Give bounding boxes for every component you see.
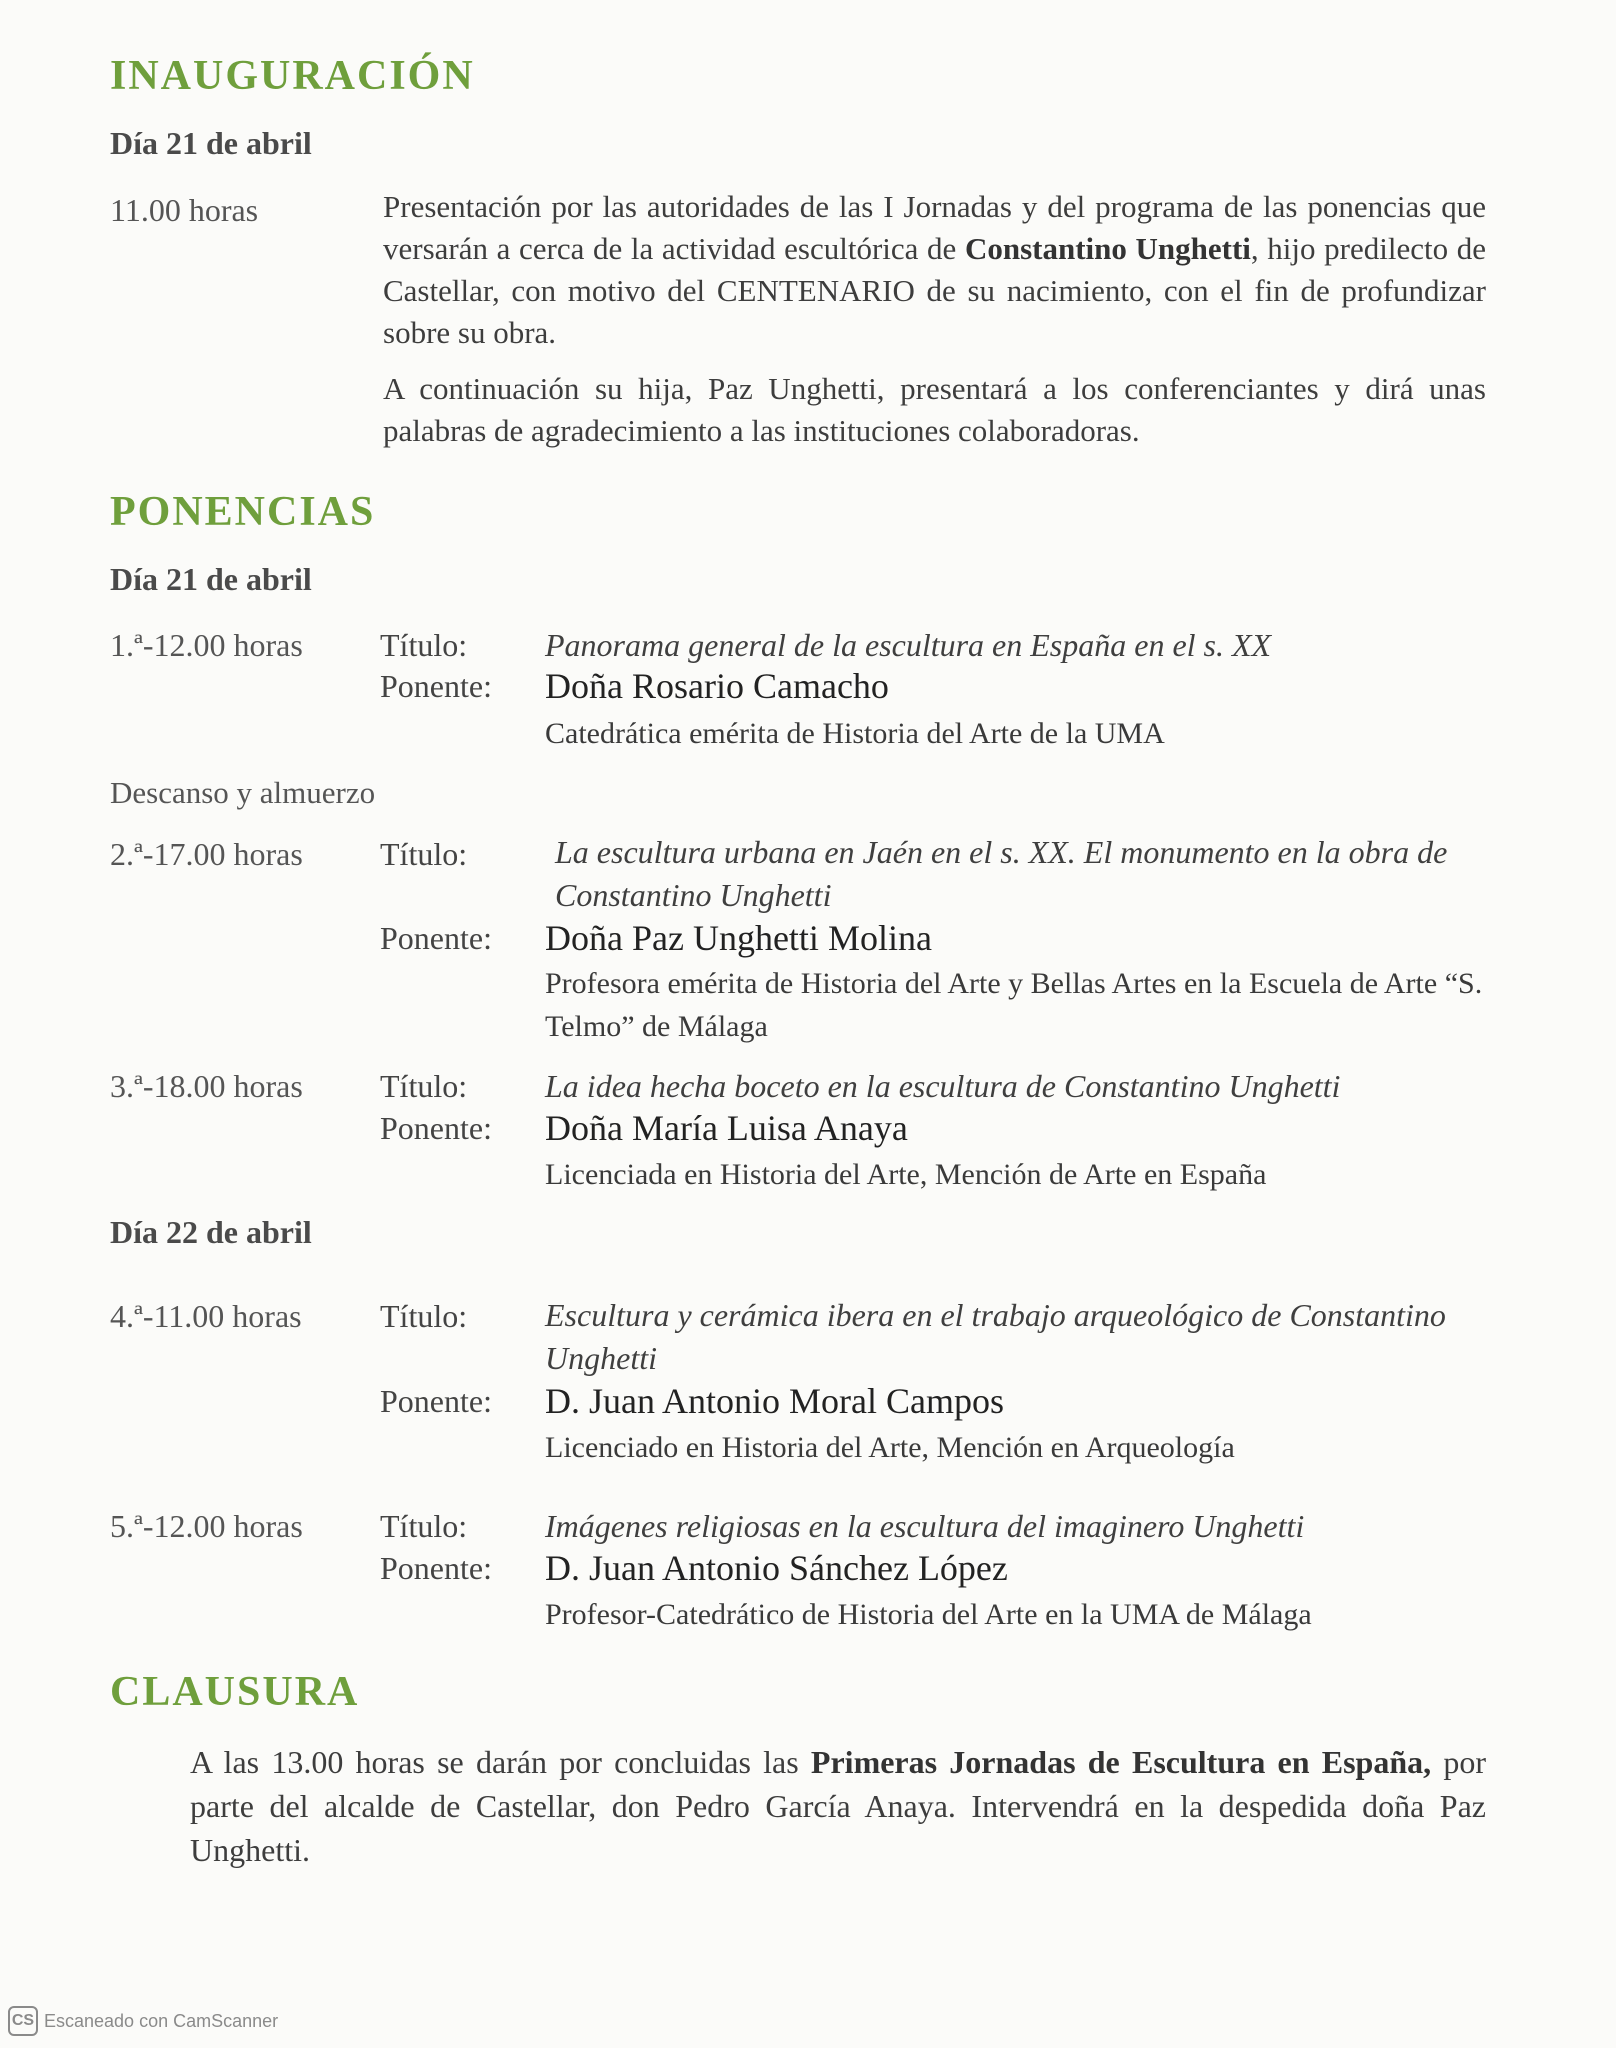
inauguracion-paragraph-2: A continuación su hija, Paz Unghetti, presentará a los conferenciantes y dirá unas palabras de agradecimiento a las instituciones colaboradoras. bbox=[383, 371, 1486, 448]
section-title-ponencias: PONENCIAS bbox=[110, 489, 376, 535]
talk-3-speaker: Doña María Luisa Anaya bbox=[545, 1108, 908, 1148]
inauguracion-time: 11.00 horas bbox=[110, 192, 259, 228]
talk-4-affiliation: Licenciado en Historia del Arte, Mención en Arqueología bbox=[545, 1431, 1235, 1464]
talk-3-speaker-label: Ponente: bbox=[380, 1110, 492, 1146]
talk-4-time: 4.ª-11.00 horas bbox=[110, 1298, 302, 1334]
clausura-text-cont: por parte del alcalde de Castellar, don Pedro García Anaya. Intervendrá en la despedida doña Paz Unghetti. bbox=[190, 1744, 1487, 1868]
talk-1-time: 1.ª-12.00 horas bbox=[110, 627, 303, 663]
talk-4-title: Escultura y cerámica ibera en el trabajo arqueológico de Constantino Unghetti bbox=[545, 1297, 1446, 1376]
talk-5-speaker-label: Ponente: bbox=[380, 1550, 492, 1586]
clausura-text-bold: Primeras Jornadas de Escultura en España, bbox=[810, 1744, 1432, 1780]
talk-3-title-label: Título: bbox=[380, 1068, 468, 1104]
section-title-clausura: CLAUSURA bbox=[110, 1669, 360, 1715]
talk-3-title: La idea hecha boceto en la escultura de Constantino Unghetti bbox=[545, 1068, 1341, 1104]
talk-1-speaker: Doña Rosario Camacho bbox=[545, 666, 889, 706]
talk-1-title-label: Título: bbox=[380, 627, 468, 663]
talk-1-title: Panorama general de la escultura en España en el s. XX bbox=[545, 627, 1272, 663]
talk-5-title: Imágenes religiosas en la escultura del imaginero Unghetti bbox=[545, 1508, 1305, 1544]
talk-4-speaker-label: Ponente: bbox=[380, 1383, 492, 1419]
talk-5-speaker: D. Juan Antonio Sánchez López bbox=[545, 1548, 1008, 1588]
talk-2-time: 2.ª-17.00 horas bbox=[110, 836, 303, 872]
talk-2-title: La escultura urbana en Jaén en el s. XX. El monumento en la obra de Constantino Unghetti bbox=[555, 834, 1448, 913]
camscanner-logo-icon: CS bbox=[8, 2006, 38, 2036]
talk-5-time: 5.ª-12.00 horas bbox=[110, 1508, 303, 1544]
ponencias-day-2: Día 22 de abril bbox=[110, 1214, 312, 1250]
ponencias-day-1: Día 21 de abril bbox=[110, 561, 312, 597]
camscanner-watermark bbox=[8, 2006, 278, 2036]
camscanner-text: Escaneado con CamScanner bbox=[44, 2010, 279, 2031]
clausura-text: A las 13.00 horas se darán por concluidas las bbox=[190, 1744, 811, 1780]
talk-1-affiliation: Catedrática emérita de Historia del Arte de la UMA bbox=[545, 717, 1165, 750]
inauguracion-text: Presentación por las autoridades de las I Jornadas y del programa de las ponencias que versarán a cerca de la actividad escultórica de bbox=[383, 189, 1486, 266]
talk-4-speaker: D. Juan Antonio Moral Campos bbox=[545, 1381, 1004, 1421]
inauguracion-text-cont: , hijo predilecto de Castellar, con motivo del CENTENARIO de su nacimiento, con el fin de profundizar sobre su obra. bbox=[383, 231, 1486, 350]
talk-1-speaker-label: Ponente: bbox=[380, 668, 492, 704]
clausura-paragraph bbox=[190, 1740, 1486, 1872]
inauguracion-paragraph-1 bbox=[383, 186, 1486, 354]
talk-3-affiliation: Licenciada en Historia del Arte, Mención de Arte en España bbox=[545, 1158, 1267, 1191]
inauguracion-day: Día 21 de abril bbox=[110, 125, 312, 161]
talk-4-title-label: Título: bbox=[380, 1298, 468, 1334]
talk-5-title-label: Título: bbox=[380, 1508, 468, 1544]
talk-5-affiliation: Profesor-Catedrático de Historia del Arte en la UMA de Málaga bbox=[545, 1598, 1312, 1631]
talk-2-speaker-label: Ponente: bbox=[380, 920, 492, 956]
section-title-inauguracion: INAUGURACIÓN bbox=[110, 53, 475, 99]
inauguracion-text-bold: Constantino Unghetti bbox=[964, 231, 1251, 266]
talk-2-title-label: Título: bbox=[380, 836, 468, 872]
break-label: Descanso y almuerzo bbox=[110, 775, 376, 810]
talk-2-speaker: Doña Paz Unghetti Molina bbox=[545, 918, 932, 958]
talk-3-time: 3.ª-18.00 horas bbox=[110, 1068, 303, 1104]
talk-2-affiliation: Profesora emérita de Historia del Arte y Bellas Artes en la Escuela de Arte “S. Telmo” de Málaga bbox=[545, 967, 1483, 1043]
